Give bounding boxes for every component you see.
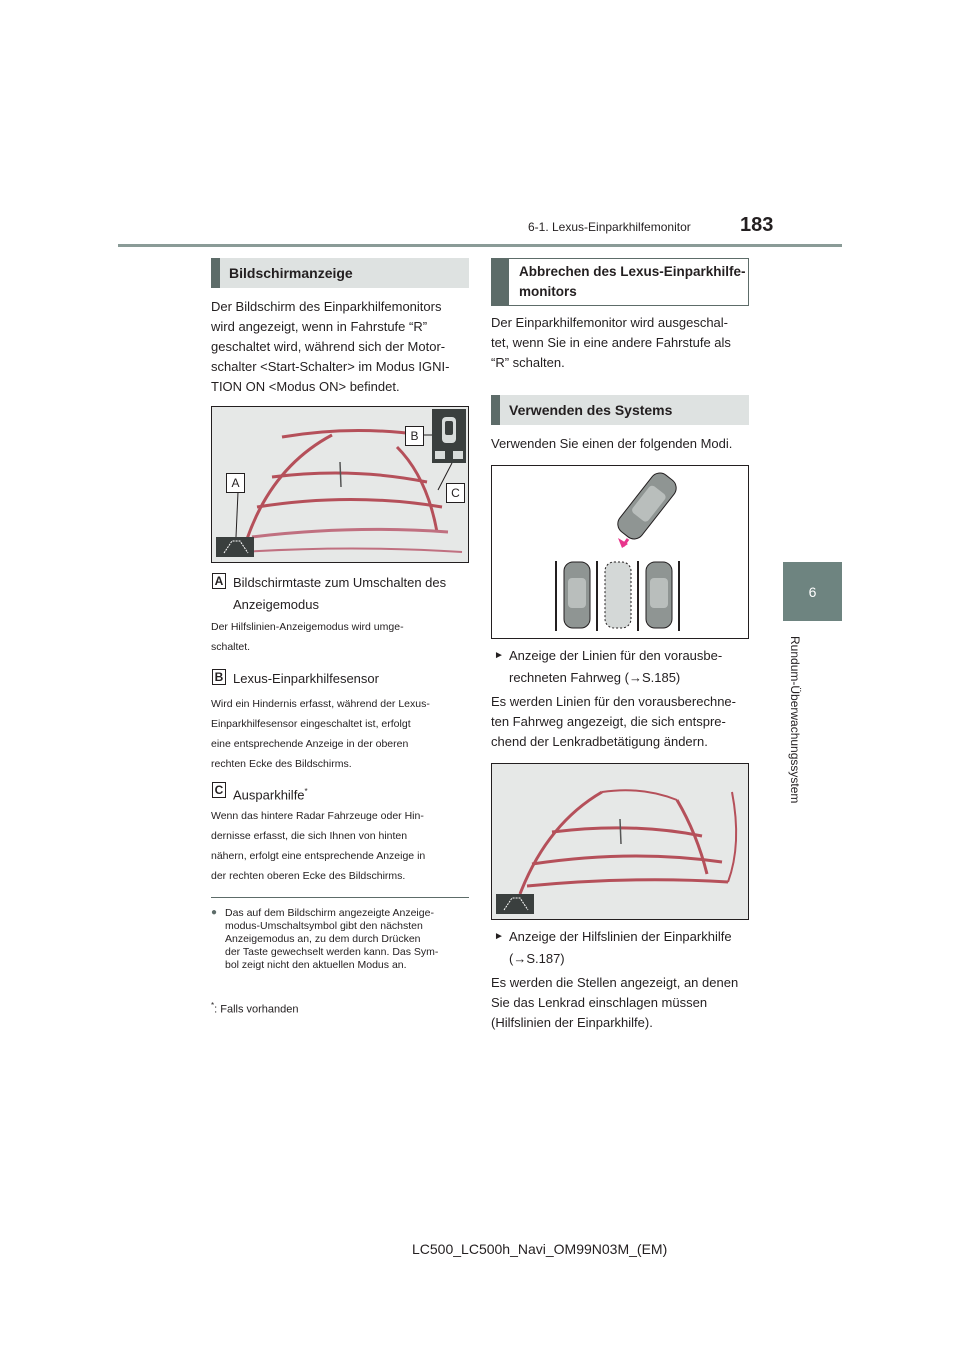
item-c-letter: C <box>212 782 226 798</box>
header-rule <box>118 244 842 247</box>
item-c-description: Wenn das hintere Radar Fahrzeuge oder Hin- dernisse erfasst, die sich Ihnen von hinten nähern, erfolgt eine entsprechende Anzeige in der rechten oberen Ecke des Bildschirms. <box>211 810 426 882</box>
heading-bildschirmanzeige: Bildschirmanzeige <box>211 258 469 288</box>
item-a-title: Bildschirmtaste zum Umschalten des Anzeigemodus <box>233 575 447 612</box>
parked-car-left-icon <box>564 562 590 628</box>
target-space-icon <box>605 562 631 628</box>
item-a-letter: A <box>212 573 226 589</box>
sensor-indicator-icon <box>432 409 466 463</box>
camera-screen-figure <box>211 406 469 563</box>
callout-b: B <box>405 426 424 446</box>
item-c-title: Ausparkhilfe* <box>233 787 308 803</box>
heading-verwenden: Verwenden des Systems <box>491 395 749 425</box>
note-divider <box>211 897 469 898</box>
chapter-tab[interactable] <box>783 562 842 621</box>
parking-illustration <box>492 466 748 638</box>
item-b-title: Lexus-Einparkhilfesensor <box>233 671 379 686</box>
page-number: 183 <box>740 214 774 236</box>
heading-abbrechen: Abbrechen des Lexus-Einparkhilfe- monitors <box>491 258 749 306</box>
mode-switch-icon-2 <box>496 894 534 914</box>
parking-topview-figure <box>491 465 749 639</box>
mode1-title[interactable]: Anzeige der Linien für den vorausbe- rechneten Fahrweg (→S.185) <box>509 648 723 685</box>
modes-intro: Verwenden Sie einen der folgenden Modi. <box>491 436 733 451</box>
mode2-description: Es werden die Stellen angezeigt, an denen Sie das Lenkrad einschlagen müssen (Hilfslinien der Einparkhilfe). <box>491 975 739 1030</box>
note-text: Das auf dem Bildschirm angezeigte Anzeige- modus-Umschaltsymbol gibt den nächsten Anzeigemodus an, zu dem durch Drücken der Taste gewechselt werden kann. Das Sym- bol zeigt nicht den aktuellen Modus an. <box>225 907 439 971</box>
cancel-paragraph: Der Einparkhilfemonitor wird ausgeschal- tet, wenn Sie in eine andere Fahrstufe als “R” schalten. <box>491 315 731 370</box>
mode2-marker-icon: ► <box>494 931 504 942</box>
moving-car-icon <box>614 469 680 543</box>
mode1-marker-icon: ► <box>494 650 504 661</box>
callout-a: A <box>226 473 245 493</box>
document-code: LC500_LC500h_Navi_OM99N03M_(EM) <box>412 1241 668 1257</box>
item-b-description: Wird ein Hindernis erfasst, während der Lexus- Einparkhilfesensor eingeschaltet ist, erfolgt eine entsprechende Anzeige in der oberen rechten Ecke des Bildschirms. <box>211 698 430 770</box>
mode2-title[interactable]: Anzeige der Hilfslinien der Einparkhilfe (→S.187) <box>509 929 732 966</box>
item-b-letter: B <box>212 669 226 685</box>
callout-c: C <box>446 483 465 503</box>
item-a-description: Der Hilfslinien-Anzeigemodus wird umge- schaltet. <box>211 621 404 653</box>
camera-view-illustration <box>212 407 468 562</box>
footnote: *: Falls vorhanden <box>211 1001 299 1016</box>
intro-paragraph: Der Bildschirm des Einparkhilfemonitors wird angezeigt, wenn in Fahrstufe “R” geschaltet wird, während sich der Motor- schalter <Start-Schalter> im Modus IGNI- TION ON <Modus ON> befindet. <box>211 299 450 394</box>
chapter-number: 6 <box>808 583 817 600</box>
direction-arrow-icon <box>618 538 628 548</box>
mode1-description: Es werden Linien für den vorausberechne- ten Fahrweg angezeigt, die sich entspre- chend der Lenkradbetätigung ändern. <box>491 694 736 749</box>
chapter-title-vertical: Rundum-Überwachungssystem <box>788 636 802 804</box>
guideline-illustration <box>492 764 748 919</box>
note-bullet-icon: ● <box>211 907 218 918</box>
guideline-screen-figure <box>491 763 749 920</box>
section-title: 6-1. Lexus-Einparkhilfemonitor <box>528 220 691 234</box>
parked-car-right-icon <box>646 562 672 628</box>
mode-switch-icon <box>216 537 254 557</box>
